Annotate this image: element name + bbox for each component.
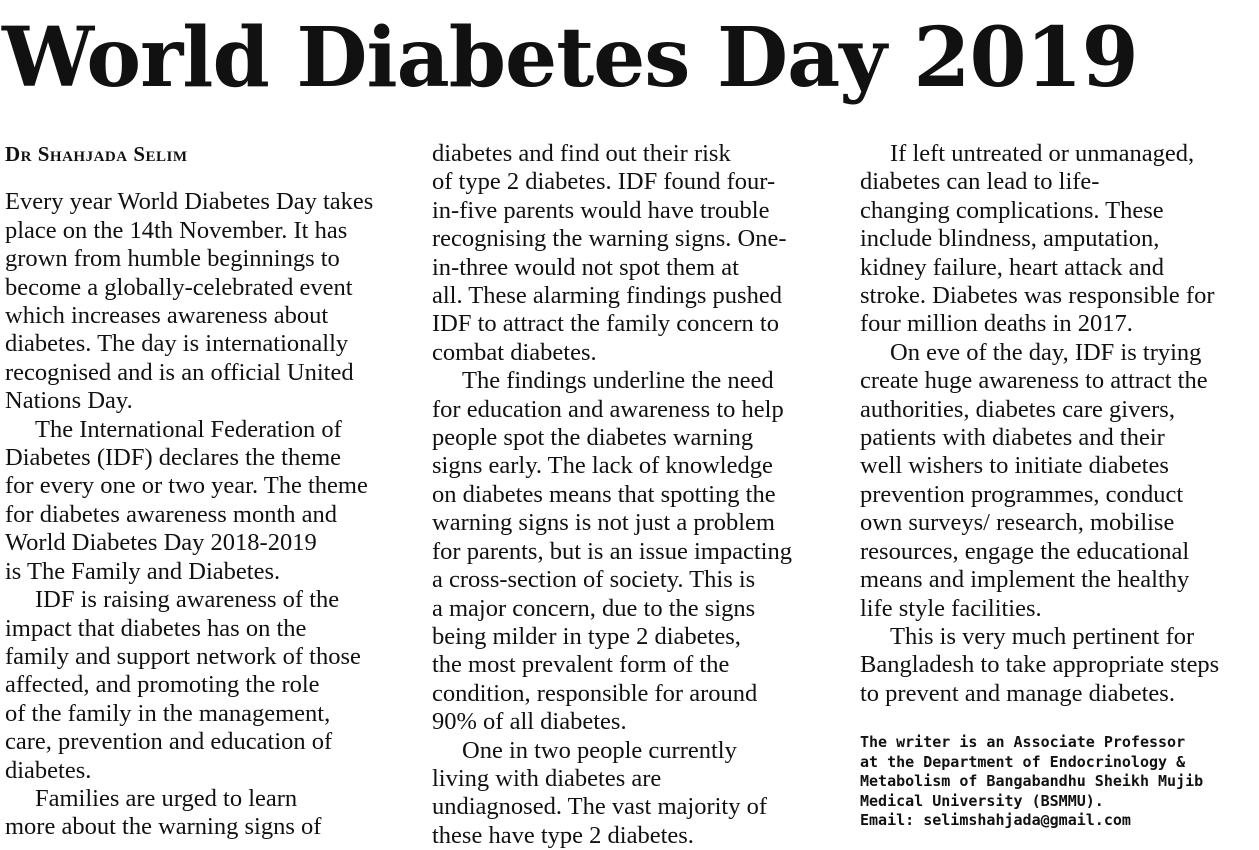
text-line: recognised and is an official United (5, 358, 354, 386)
text-line: combat diabetes. (432, 338, 597, 366)
writer-note-line: Email: selimshahjada@gmail.com (860, 811, 1131, 829)
byline: Dr Shahjada Selim (5, 142, 188, 166)
text-line: of the family in the management, (5, 699, 331, 727)
text-line: care, prevention and education of (5, 728, 333, 756)
text-line: a major concern, due to the signs (432, 594, 756, 622)
text-line: diabetes. (5, 756, 92, 784)
column-2-lines (432, 140, 837, 850)
text-line: kidney failure, heart attack and (860, 253, 1165, 281)
text-line: become a globally-celebrated event (5, 273, 353, 301)
text-line: all. These alarming findings pushed (432, 282, 782, 310)
text-line: World Diabetes Day 2018-2019 (5, 529, 317, 557)
text-line: impact that diabetes has on the (5, 614, 307, 642)
text-line: signs early. The lack of knowledge (432, 452, 773, 480)
text-line: The International Federation of (35, 415, 342, 443)
text-line: is The Family and Diabetes. (5, 557, 281, 585)
text-line: Families are urged to learn (35, 784, 298, 812)
text-line: grown from humble beginnings to (5, 245, 340, 273)
text-line: a cross-section of society. This is (432, 566, 756, 594)
text-line: in-five parents would have trouble (432, 196, 770, 224)
text-line: include blindness, amputation, (860, 225, 1160, 253)
text-line: diabetes. The day is internationally (5, 330, 349, 358)
text-line: these have type 2 diabetes. (432, 821, 694, 849)
text-line: more about the warning signs of (5, 813, 322, 841)
text-line: undiagnosed. The vast majority of (432, 793, 767, 821)
article-column-1 (5, 140, 405, 842)
text-line: the most prevalent form of the (432, 651, 730, 679)
text-line: in-three would not spot them at (432, 253, 739, 281)
text-line: IDF is raising awareness of the (35, 586, 340, 614)
text-line: condition, responsible for around (432, 679, 758, 707)
text-line: warning signs is not just a problem (432, 509, 775, 537)
text-line: Every year World Diabetes Day takes (5, 188, 374, 216)
text-line: for every one or two year. The theme (5, 472, 368, 500)
text-line: If left untreated or unmanaged, (890, 140, 1195, 167)
text-line: patients with diabetes and their (860, 424, 1165, 452)
text-line: recognising the warning signs. One- (432, 225, 787, 253)
text-line: prevention programmes, conduct (860, 480, 1184, 508)
text-line: of type 2 diabetes. IDF found four- (432, 168, 776, 196)
text-line: diabetes can lead to life- (860, 168, 1100, 196)
text-line: resources, engage the educational (860, 537, 1190, 565)
article-column-2 (432, 140, 837, 850)
column-3-lines (860, 140, 1258, 708)
text-line: One in two people currently (462, 736, 737, 764)
headline: World Diabetes Day 2019 (2, 10, 1138, 106)
text-line: authorities, diabetes care givers, (860, 395, 1175, 423)
text-line: for parents, but is an issue impacting (432, 537, 792, 565)
writer-note (860, 733, 1258, 831)
text-line: life style facilities. (860, 594, 1042, 622)
text-line: people spot the diabetes warning (432, 424, 754, 452)
text-line: which increases awareness about (5, 302, 329, 330)
text-line: Bangladesh to take appropriate steps (860, 651, 1220, 679)
text-line: The findings underline the need (462, 367, 774, 395)
text-line: four million deaths in 2017. (860, 310, 1133, 338)
text-line: This is very much pertinent for (890, 622, 1195, 650)
text-line: family and support network of those (5, 642, 361, 670)
text-line: affected, and promoting the role (5, 671, 320, 699)
text-line: Diabetes (IDF) declares the theme (5, 444, 342, 472)
writer-note-line: The writer is an Associate Professor (860, 733, 1186, 751)
text-line: 90% of all diabetes. (432, 708, 627, 736)
text-line: living with diabetes are (432, 764, 662, 792)
text-line: place on the 14th November. It has (5, 216, 348, 244)
text-line: for diabetes awareness month and (5, 500, 337, 528)
text-line: means and implement the healthy (860, 566, 1190, 594)
text-line: being milder in type 2 diabetes, (432, 622, 741, 650)
text-line: own surveys/ research, mobilise (860, 509, 1175, 537)
text-line: stroke. Diabetes was responsible for (860, 282, 1215, 310)
writer-note-lines (860, 733, 1258, 831)
text-line: to prevent and manage diabetes. (860, 679, 1175, 707)
text-line: on diabetes means that spotting the (432, 480, 776, 508)
text-line: diabetes and find out their risk (432, 140, 731, 167)
article-column-3 (860, 140, 1258, 708)
writer-note-line: Medical University (BSMMU). (860, 791, 1104, 810)
column-1-lines (5, 188, 405, 841)
writer-note-line: Metabolism of Bangabandhu Sheikh Mujib (860, 772, 1204, 790)
text-line: for education and awareness to help (432, 395, 784, 423)
text-line: well wishers to initiate diabetes (860, 452, 1169, 480)
text-line: IDF to attract the family concern to (432, 310, 779, 338)
text-line: Nations Day. (5, 387, 133, 415)
text-line: create huge awareness to attract the (860, 367, 1208, 395)
writer-note-line: at the Department of Endocrinology & (860, 752, 1186, 771)
text-line: changing complications. These (860, 196, 1164, 224)
text-line: On eve of the day, IDF is trying (890, 338, 1202, 366)
